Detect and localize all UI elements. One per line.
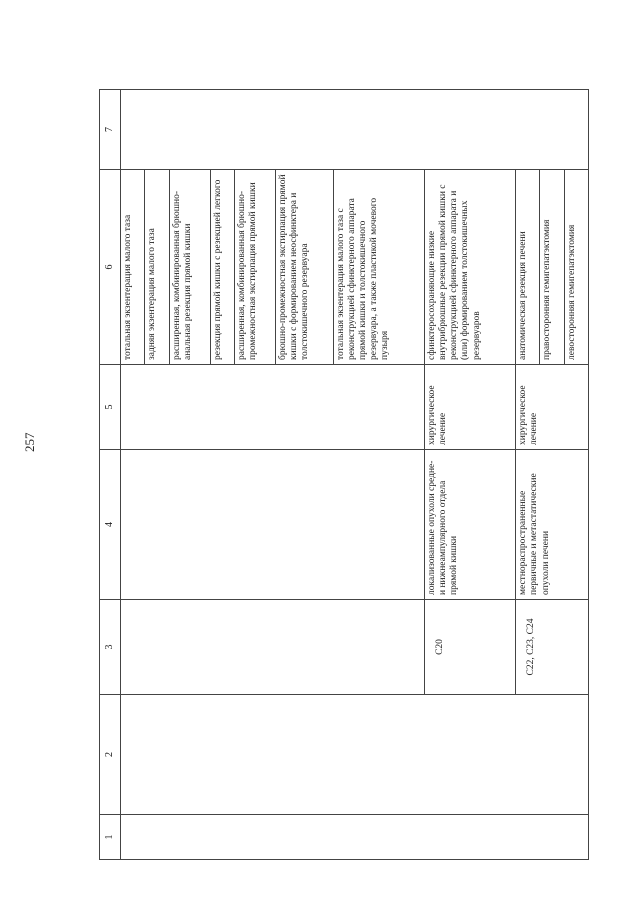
procedure-cell: резекция прямой кишки с резекцией легкого [210,170,234,365]
procedure-cell: анатомическая резекция печени [516,170,540,365]
cell-col7 [121,90,589,170]
procedure-cell: правосторонняя гемигепатэктомия [540,170,564,365]
col-header-3: 3 [100,600,121,695]
procedure-cell: левосторонняя гемигепатэктомия [564,170,588,365]
rotated-table-wrapper [99,90,589,860]
treatment-type-cell: хирургическое лечение [516,365,589,450]
icd-code-cell: C22, C23, C24 [516,600,589,695]
procedure-cell: задняя экзентерация малого таза [145,170,169,365]
cell-col5 [121,365,425,450]
col-header-1: 1 [100,815,121,860]
procedure-cell: расширенная, комбинированная брюшно-анальная резекция прямой кишки [169,170,210,365]
cell-col2 [121,695,589,815]
procedure-cell: сфинктеросохраняющие низкие внутрибрюшные резекции прямой кишки с реконструкцией сфинктерного аппарата и (или) формированием толстокишечных резервуаров [424,170,515,365]
header-row [100,90,121,860]
col-header-4: 4 [100,450,121,600]
table-row [121,90,145,860]
procedure-cell: брюшно-промежностная экстирпация прямой кишки с формированием неосфинктера и толстокишечного резервуара [275,170,333,365]
procedure-cell: тотальная экзентерация малого таза с реконструкцией сфинктерного аппарата прямой кишки и толстокишечного резервуара, а также пластикой мочевого пузыря [333,170,424,365]
procedure-cell: расширенная, комбинированная брюшно-промежностная экстирпация прямой кишки [234,170,275,365]
cell-col1 [121,815,589,860]
col-header-2: 2 [100,695,121,815]
diagnosis-cell: локализованные опухоли средне- и нижнеампулярного отдела прямой кишки [424,450,515,600]
diagnosis-cell: местнораспространенные первичные и метастатические опухоли печени [516,450,589,600]
treatment-type-cell: хирургическое лечение [424,365,515,450]
cell-col4 [121,450,425,600]
procedures-table [99,89,589,860]
col-header-5: 5 [100,365,121,450]
cell-col3 [121,600,425,695]
icd-code-cell: C20 [424,600,515,695]
col-header-7: 7 [100,90,121,170]
page-number: 257 [22,432,37,452]
col-header-6: 6 [100,170,121,365]
procedure-cell: тотальная экзентерация малого таза [121,170,145,365]
